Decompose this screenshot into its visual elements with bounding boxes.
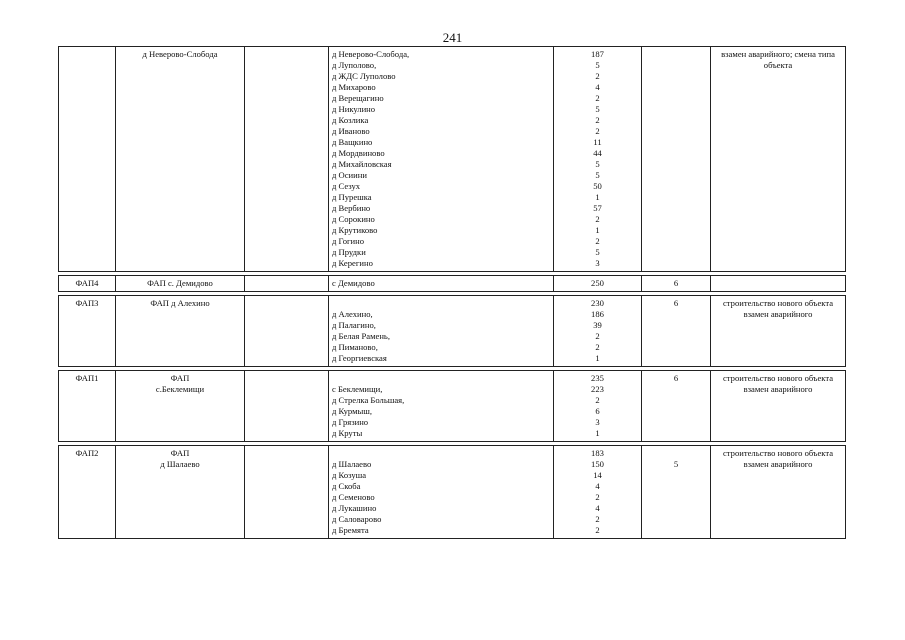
staff-value — [645, 49, 707, 60]
blank-line — [332, 373, 550, 384]
population-value: 2 — [595, 395, 600, 405]
settlement-name: д Палагино, — [332, 320, 376, 330]
note — [711, 296, 846, 367]
staff-count — [642, 371, 711, 442]
population-value: 2 — [595, 342, 600, 352]
settlement-name: д Прудки — [332, 247, 366, 257]
settlements-list — [329, 47, 554, 272]
settlement-name: с Демидово — [332, 278, 375, 288]
empty-cell — [245, 47, 329, 272]
table-row — [59, 296, 846, 367]
population-value: 5 — [595, 159, 600, 169]
settlement-name: д Михайловская — [332, 159, 392, 169]
population-value: 250 — [591, 278, 604, 288]
facility-name-line: ФАП — [170, 448, 190, 458]
settlements-list — [329, 296, 554, 367]
population-value: 1 — [595, 225, 600, 235]
population-value: 1 — [595, 353, 600, 363]
settlement-name: д Керегино — [332, 258, 373, 268]
settlement-name: д Лукашино — [332, 503, 377, 513]
population-value: 57 — [593, 203, 602, 213]
settlement-name: д Неверово-Слобода, — [332, 49, 410, 59]
settlement-name: д Георгиевская — [332, 353, 387, 363]
facility-code: ФАП2 — [59, 446, 116, 539]
settlement-name: д Круты — [332, 428, 363, 438]
note-line: взамен аварийного — [743, 384, 813, 394]
settlement-name: д Курмыш, — [332, 406, 373, 416]
facility-code: ФАП3 — [59, 296, 116, 367]
empty-cell — [245, 276, 329, 292]
note — [711, 371, 846, 442]
staff-count — [642, 296, 711, 367]
settlement-name: д Гогино — [332, 236, 365, 246]
settlements-list — [329, 276, 554, 292]
facility-name — [116, 276, 245, 292]
note-line: строительство нового объекта — [722, 373, 834, 383]
population-value: 5 — [595, 247, 600, 257]
note-line: объекта — [763, 60, 793, 70]
empty-cell — [245, 446, 329, 539]
population-value: 150 — [591, 459, 604, 469]
settlement-name: д Иваново — [332, 126, 370, 136]
facility-name-line: ФАП — [170, 373, 190, 383]
population-value: 5 — [595, 60, 600, 70]
empty-cell — [245, 296, 329, 367]
settlement-name: д Осиини — [332, 170, 367, 180]
facility-code: ФАП4 — [59, 276, 116, 292]
settlement-name: д Скоба — [332, 481, 361, 491]
population-value: 44 — [593, 148, 602, 158]
settlement-name: д ЖДС Луполово — [332, 71, 396, 81]
page-number: 241 — [442, 30, 463, 45]
settlement-name: д Сорокино — [332, 214, 375, 224]
facility-code: ФАП1 — [59, 371, 116, 442]
settlement-name: д Стрелка Большая, — [332, 395, 405, 405]
staff-value: 5 — [673, 459, 679, 469]
settlements-list — [329, 371, 554, 442]
population-value: 186 — [591, 309, 604, 319]
facility-name — [116, 446, 245, 539]
blank-line — [332, 448, 550, 459]
population-value: 3 — [595, 417, 600, 427]
population-value: 2 — [595, 71, 600, 81]
population-value: 4 — [595, 503, 600, 513]
population-value: 2 — [595, 214, 600, 224]
note-line: строительство нового объекта — [722, 298, 834, 308]
settlement-name: д Крутиково — [332, 225, 378, 235]
population-value: 2 — [595, 115, 600, 125]
settlement-name: д Козлика — [332, 115, 369, 125]
population-value: 39 — [593, 320, 602, 330]
population-value: 223 — [591, 384, 604, 394]
facility-name — [116, 47, 245, 272]
population-list — [554, 446, 642, 539]
settlement-name: д Шалаево — [332, 459, 372, 469]
facility-name-line: д Шалаево — [160, 459, 200, 469]
population-value: 1 — [595, 428, 600, 438]
population-value: 2 — [595, 236, 600, 246]
settlement-name: д Вербино — [332, 203, 371, 213]
population-value: 11 — [593, 137, 602, 147]
staff-value: 6 — [673, 278, 679, 288]
population-value: 2 — [595, 93, 600, 103]
settlement-name: д Пиманово, — [332, 342, 378, 352]
settlement-name: д Козуша — [332, 470, 367, 480]
population-list — [554, 47, 642, 272]
population-value: 5 — [595, 104, 600, 114]
note — [711, 276, 846, 292]
population-value: 4 — [595, 82, 600, 92]
facilities-table — [58, 46, 846, 539]
note-line: взамен аварийного — [743, 309, 813, 319]
note-line: взамен аварийного — [743, 459, 813, 469]
settlement-name: с Беклемищи, — [332, 384, 383, 394]
facility-name — [116, 296, 245, 367]
population-value: 2 — [595, 525, 600, 535]
population-value: 50 — [593, 181, 602, 191]
staff-count — [642, 446, 711, 539]
blank-line — [332, 298, 550, 309]
settlement-name: д Никулино — [332, 104, 376, 114]
facility-code — [59, 47, 116, 272]
table-row — [59, 47, 846, 272]
settlement-name: д Грязино — [332, 417, 369, 427]
settlement-name: д Луполово, — [332, 60, 377, 70]
staff-count — [642, 47, 711, 272]
population-list — [554, 296, 642, 367]
staff-value: 6 — [673, 298, 679, 308]
note — [711, 446, 846, 539]
settlement-name: д Бремята — [332, 525, 369, 535]
population-value: 6 — [595, 406, 600, 416]
staff-value: 6 — [673, 373, 679, 383]
blank-line — [645, 448, 707, 459]
population-value: 235 — [591, 373, 604, 383]
population-list — [554, 276, 642, 292]
settlement-name: д Алехино, — [332, 309, 373, 319]
population-value: 3 — [595, 258, 600, 268]
population-value: 2 — [595, 126, 600, 136]
population-value: 2 — [595, 514, 600, 524]
settlement-name: д Ващкино — [332, 137, 373, 147]
population-value: 4 — [595, 481, 600, 491]
settlement-name: д Верещагино — [332, 93, 384, 103]
empty-cell — [245, 371, 329, 442]
table-row — [59, 446, 846, 539]
facility-name-line: ФАП д Алехино — [150, 298, 210, 308]
table-row — [59, 371, 846, 442]
settlement-name: д Семеново — [332, 492, 375, 502]
table-row — [59, 276, 846, 292]
note — [711, 47, 846, 272]
settlement-name: д Мордвиново — [332, 148, 385, 158]
facility-name-line: ФАП с. Демидово — [147, 278, 213, 288]
note-line: взамен аварийного; смена типа — [721, 49, 835, 59]
note-line: строительство нового объекта — [722, 448, 834, 458]
settlement-name: д Саловарово — [332, 514, 382, 524]
population-value: 14 — [593, 470, 602, 480]
population-value: 2 — [595, 331, 600, 341]
settlement-name: д Пурешка — [332, 192, 372, 202]
settlement-name: д Сезух — [332, 181, 361, 191]
settlements-list — [329, 446, 554, 539]
population-value: 5 — [595, 170, 600, 180]
settlement-name: д Белая Рамень, — [332, 331, 390, 341]
population-value: 1 — [595, 192, 600, 202]
facility-name-line: с.Беклемищи — [155, 384, 205, 394]
settlement-name: д Михарово — [332, 82, 376, 92]
facility-name — [116, 371, 245, 442]
population-value: 187 — [591, 49, 604, 59]
population-list — [554, 371, 642, 442]
population-value: 230 — [591, 298, 604, 308]
staff-count — [642, 276, 711, 292]
population-value: 2 — [595, 492, 600, 502]
population-value: 183 — [591, 448, 604, 458]
facility-name-line: д Неверово-Слобода — [142, 49, 218, 59]
